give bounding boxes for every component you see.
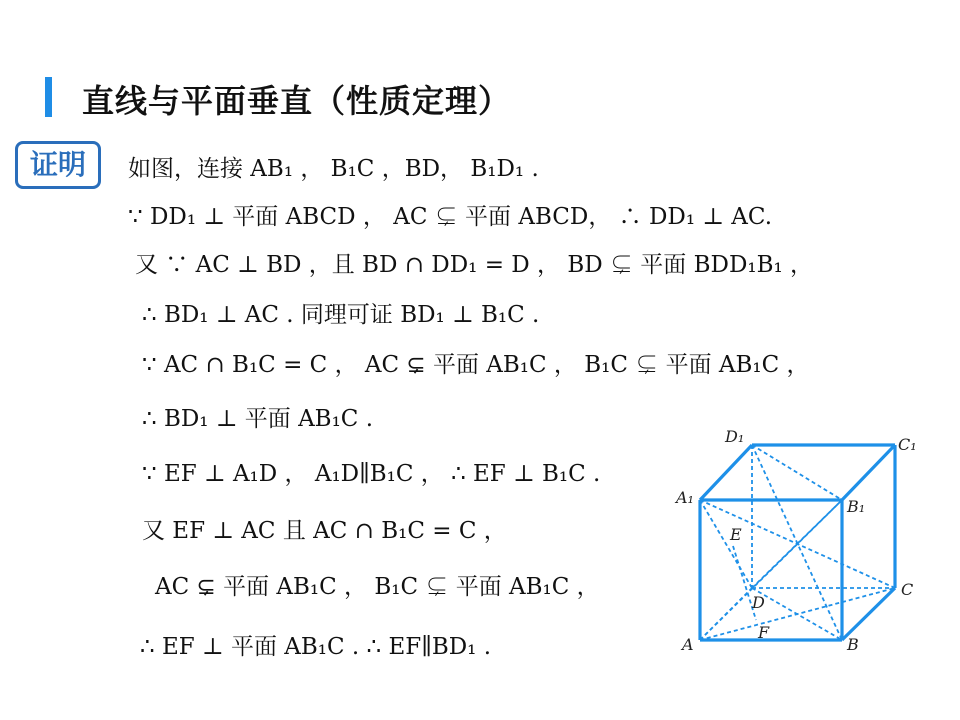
label-D1: D₁	[725, 427, 745, 446]
label-E: E	[730, 525, 742, 544]
label-A: A	[682, 635, 694, 654]
proof-line-5: ∵ AC ∩ B₁C = C ， AC ⊊ 平面 AB₁C ， B₁C ⊊ 平面 AB₁C ，	[142, 352, 810, 378]
proof-line-8: 又 EF ⊥ AC 且 AC ∩ B₁C = C ，	[142, 518, 507, 544]
proof-line-1: 如图，连接 AB₁ ， B₁C ，BD， B₁D₁ .	[128, 156, 539, 182]
label-B1: B₁	[847, 497, 866, 516]
label-D: D	[752, 593, 765, 612]
proof-line-6: ∴ BD₁ ⊥ 平面 AB₁C .	[142, 406, 374, 432]
cube-figure	[672, 425, 932, 660]
proof-line-7: ∵ EF ⊥ A₁D ， A₁D∥B₁C ， ∴ EF ⊥ B₁C .	[142, 461, 601, 487]
proof-line-2: ∵ DD₁ ⊥ 平面 ABCD ， AC ⊊ 平面 ABCD， ∴ DD₁ ⊥ AC.	[128, 204, 772, 230]
label-F: F	[758, 623, 770, 642]
label-C: C	[901, 580, 914, 599]
proof-line-10: ∴ EF ⊥ 平面 AB₁C . ∴ EF∥BD₁ .	[140, 634, 492, 660]
label-B: B	[847, 635, 859, 654]
page-title: 直线与平面垂直（性质定理）	[82, 82, 512, 120]
title-accent-bar	[45, 77, 52, 117]
proof-line-9: AC ⊊ 平面 AB₁C ， B₁C ⊊ 平面 AB₁C ，	[155, 574, 600, 600]
proof-badge: 证明	[15, 141, 101, 189]
proof-line-4: ∴ BD₁ ⊥ AC . 同理可证 BD₁ ⊥ B₁C .	[142, 302, 540, 328]
label-A1: A₁	[676, 488, 694, 507]
label-C1: C₁	[898, 435, 917, 454]
proof-line-3: 又 ∵ AC ⊥ BD ，且 BD ∩ DD₁ = D ， BD ⊊ 平面 BDD₁B₁ ，	[135, 252, 814, 278]
